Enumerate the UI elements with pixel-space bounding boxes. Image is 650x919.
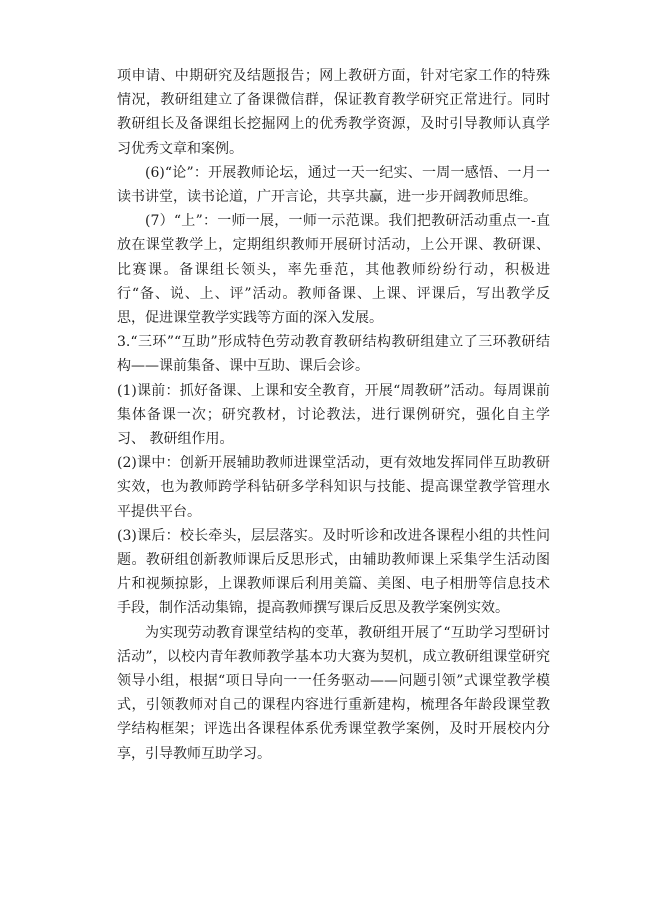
paragraph-in-class: (2)课中：创新开展辅助教师进课堂活动，更有效地发挥同伴互助教研实效，也为教师跨学科钻研多学科知识与技能、提高课堂教学管理水平提供平台。 xyxy=(117,455,550,520)
paragraph-shang: (7）“上”：一师一展，一师一示范课。我们把教研活动重点一-直放在课堂教学上，定期组织教师开展研讨活动，上公开课、教研课、比赛课。备课组长领头，率先垂范，其他教师纷纷行动，积极进行“备、说、上、评”活动。教师备课、上课、评课后，写出教学反思，促进课堂教学实践等方面的深入发展。 xyxy=(117,213,550,327)
paragraph-final: 为实现劳动教育课堂结构的变革，教研组开展了“互助学习型研讨活动”，以校内青年教师教学基本功大赛为契机，成立教研组课堂研究领导小组，根据“项日导向一一任务驱动——问题引领”式课堂教学模式，引领教师对自己的课程内容进行重新建构，梳理各年龄段课堂教学结构框架；评选出各课程体系优秀课堂教学案例，及时开展校内分享，引导教师互助学习。 xyxy=(117,624,550,762)
paragraph-pre-class: (1)课前：抓好备课、上课和安全教育，开展“周教研”活动。每周课前集体备课一次；研究教材，讨论教法，进行课例研究，强化自主学习、 教研组作用。 xyxy=(117,382,550,448)
paragraph-continued: 项申请、中期研究及结题报告；网上教研方面，针对宅家工作的特殊情况，教研组建立了备课微信群，保证教育教学研究正常进行。同时教研组长及备课组长挖掘网上的优秀教学资源，及时引导教师认真学习优秀文章和案例。 xyxy=(117,68,550,157)
paragraph-post-class: (3)课后：校长牵头，层层落实。及时听诊和改进各课程小组的共性问题。教研组创新教师课后反思形式，由辅助教师课上采集学生活动图片和视频掠影，上课教师课后利用美篇、美图、电子相册等信息技术手段，制作活动集锦，提高教师撰写课后反思及教学案例实效。 xyxy=(117,527,550,617)
section-heading-3: 3.“三环”“互助”形成特色劳动教育教研结构教研组建立了三环教研结构——课前集备、课中互助、课后会诊。 xyxy=(117,334,550,375)
paragraph-lun: (6)“论”：开展教师论坛，通过一天一纪实、一周一感悟、一月一读书讲堂，读书论道，广开言论，共享共赢，进一步开阔教师思维。 xyxy=(117,164,550,206)
document-body xyxy=(117,64,550,766)
